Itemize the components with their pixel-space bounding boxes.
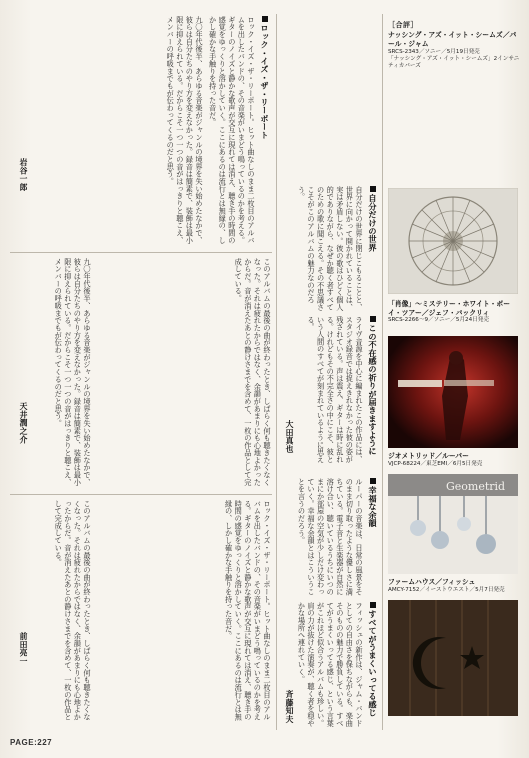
square-marker-icon bbox=[262, 16, 268, 22]
square-marker-icon bbox=[370, 316, 376, 322]
row-divider bbox=[10, 494, 272, 495]
album-cover-4 bbox=[388, 600, 518, 716]
album-cover-3 bbox=[388, 474, 518, 574]
square-marker-icon bbox=[370, 186, 376, 192]
article-body-1: ロック・イズ・ザ・リーポート。ヒット曲なしのまま二枚目のアルバムを出したバンドの、その音楽がいまどう鳴っているのかを考える。ギターのノイズと静かな歌声が交互に現れては消え、聴き手の時間の感覚をゆっくりと溶かしていく。ここにあるのは流行とは無縁の、しかし確かな手触りを持った音だ。 bbox=[208, 16, 256, 244]
article-heading-3: この不在感の祈りが届きますように bbox=[366, 316, 378, 466]
album-cover-2 bbox=[388, 336, 518, 448]
page-number: PAGE:227 bbox=[10, 738, 53, 747]
review-album-title: ナッシング・アズ・イット・シームズ／パール・ジャム bbox=[388, 31, 517, 48]
column-divider bbox=[382, 14, 383, 730]
article-heading-4: 幸福な余韻 bbox=[366, 478, 378, 578]
article-heading-5: すべてがうまくいってる感じ bbox=[366, 602, 378, 732]
author-credit: 大田真也 bbox=[285, 420, 294, 454]
album-info-3: ファームハウス／フィッシュ AMCY-7152／イーストウエスト／5月7日発売 bbox=[388, 578, 505, 593]
square-marker-icon bbox=[370, 602, 376, 608]
article-body-5: 自分だけの世界に閉じこもることと、世界に向かって開かれていることは、実は矛盾しない。彼の歌はひどく個人的でありながら、なぜか聴く者すべてのための歌に聞こえる。その不思議さこそがこのアルバムの魅力なのだろう。 bbox=[297, 186, 364, 311]
square-marker-icon bbox=[370, 478, 376, 484]
article-body-4b: このアルバムの最後の曲が終わったとき、しばらく何も聴きたくなくなった。それは疲れたからではなく、余韻があまりにも心地よかったからだ。音が消えたあとの静けさまでを含めて、一枚の作品として完成している。 bbox=[54, 500, 92, 721]
article-body-4: ロック・イズ・ザ・リーポート。ヒット曲なしのまま二枚目のアルバムを出したバンドの、その音楽がいまどう鳴っているのかを考える。ギターのノイズと静かな歌声が交互に現れては消え、聴き手の時間の感覚をゆっくりと溶かしていく。ここにあるのは流行とは無縁の、しかし確かな手触りを持った音だ。 bbox=[224, 500, 272, 721]
author-credit: 天井潤之介 bbox=[19, 402, 28, 444]
review-album-sub: 「ナッシング・アズ・イット・シームズ」2インサニティカバーズ bbox=[388, 56, 520, 70]
album-info-1: 「肖像」～ミステリー・ホワイト・ボーイ・ツアー／ジェフ・バックリィ SRCS-2266～9／ソニー／5月24日発売 bbox=[388, 300, 511, 324]
album-info-2: ジオメトリッド／ルーパー VJCP-68224／東芝EMI／6月5日発売 bbox=[388, 452, 483, 467]
article-body-8: フィッシュの新作は、ジャム・バンドとしての自由さを保ちながらも、楽曲そのものの魅力で勝負している。すべてがうまくいってる感じ、という言葉がこれほど似合うアルバムも珍しい。肩の力が抜けた演奏が、聴く者を穏やかな場所へ連れていく。 bbox=[297, 602, 364, 727]
author-credit: 前田亮一 bbox=[19, 632, 28, 666]
column-divider bbox=[276, 14, 277, 730]
author-credit: 岩谷一郎 bbox=[19, 158, 28, 192]
review-box-label: ［合評］ bbox=[388, 21, 418, 29]
album-cover-1 bbox=[388, 188, 518, 294]
article-heading-1: ロック・イズ・ザ・リーポート bbox=[258, 16, 270, 206]
article-body-3: このアルバムの最後の曲が終わったとき、しばらく何も聴きたくなくなった。それは疲れたからではなく、余韻があまりにも心地よかったからだ。音が消えたあとの静けさまでを含めて、一枚の作品として完成している。 bbox=[234, 258, 272, 486]
article-body-6: ライヴ音源を中心に編まれたこの作品には、スタジオ録音では捉えきれなかった彼の姿が残されている。声は震え、ギターは時に乱れる。けれどもその不完全さの中にこそ、彼という人間のすべてが刻まれているように思える。 bbox=[307, 316, 364, 463]
article-body-2: 九〇年代後半、あらゆる音楽がジャンルの境界を失い始めたなかで、彼らは自分たちのやり方を変えなかった。録音は簡素で、装飾は最小限に抑えられている。だからこそ一つ一つの音がはっきりと聴こえ、メンバーの呼吸までもが伝わってくるのだと思う。 bbox=[166, 16, 204, 244]
review-album-meta: SRCS-2343／ソニー／5月19日発売 bbox=[388, 48, 480, 55]
author-credit: 斉藤知夫 bbox=[285, 690, 294, 724]
article-heading-2: 自分だけの世界 bbox=[366, 186, 378, 306]
article-body-7: ルーパーの音楽は、日常の風景をそのまま切り取ったような優しさに満ちている。電子音と生楽器が自然に溶け合い、聴いているうちにいつのまにか部屋の空気が少しだけ変わっていく。幸福な余韻とはこういうことを言うのだろう。 bbox=[297, 478, 364, 596]
review-info-main bbox=[388, 22, 520, 71]
svg-text:Geometrid: Geometrid bbox=[446, 480, 506, 493]
article-body-3b: 九〇年代後半、あらゆる音楽がジャンルの境界を失い始めたなかで、彼らは自分たちのやり方を変えなかった。録音は簡素で、装飾は最小限に抑えられている。だからこそ一つ一つの音がはっきりと聴こえ、メンバーの呼吸までもが伝わってくるのだと思う。 bbox=[54, 258, 92, 486]
row-divider bbox=[10, 252, 272, 253]
